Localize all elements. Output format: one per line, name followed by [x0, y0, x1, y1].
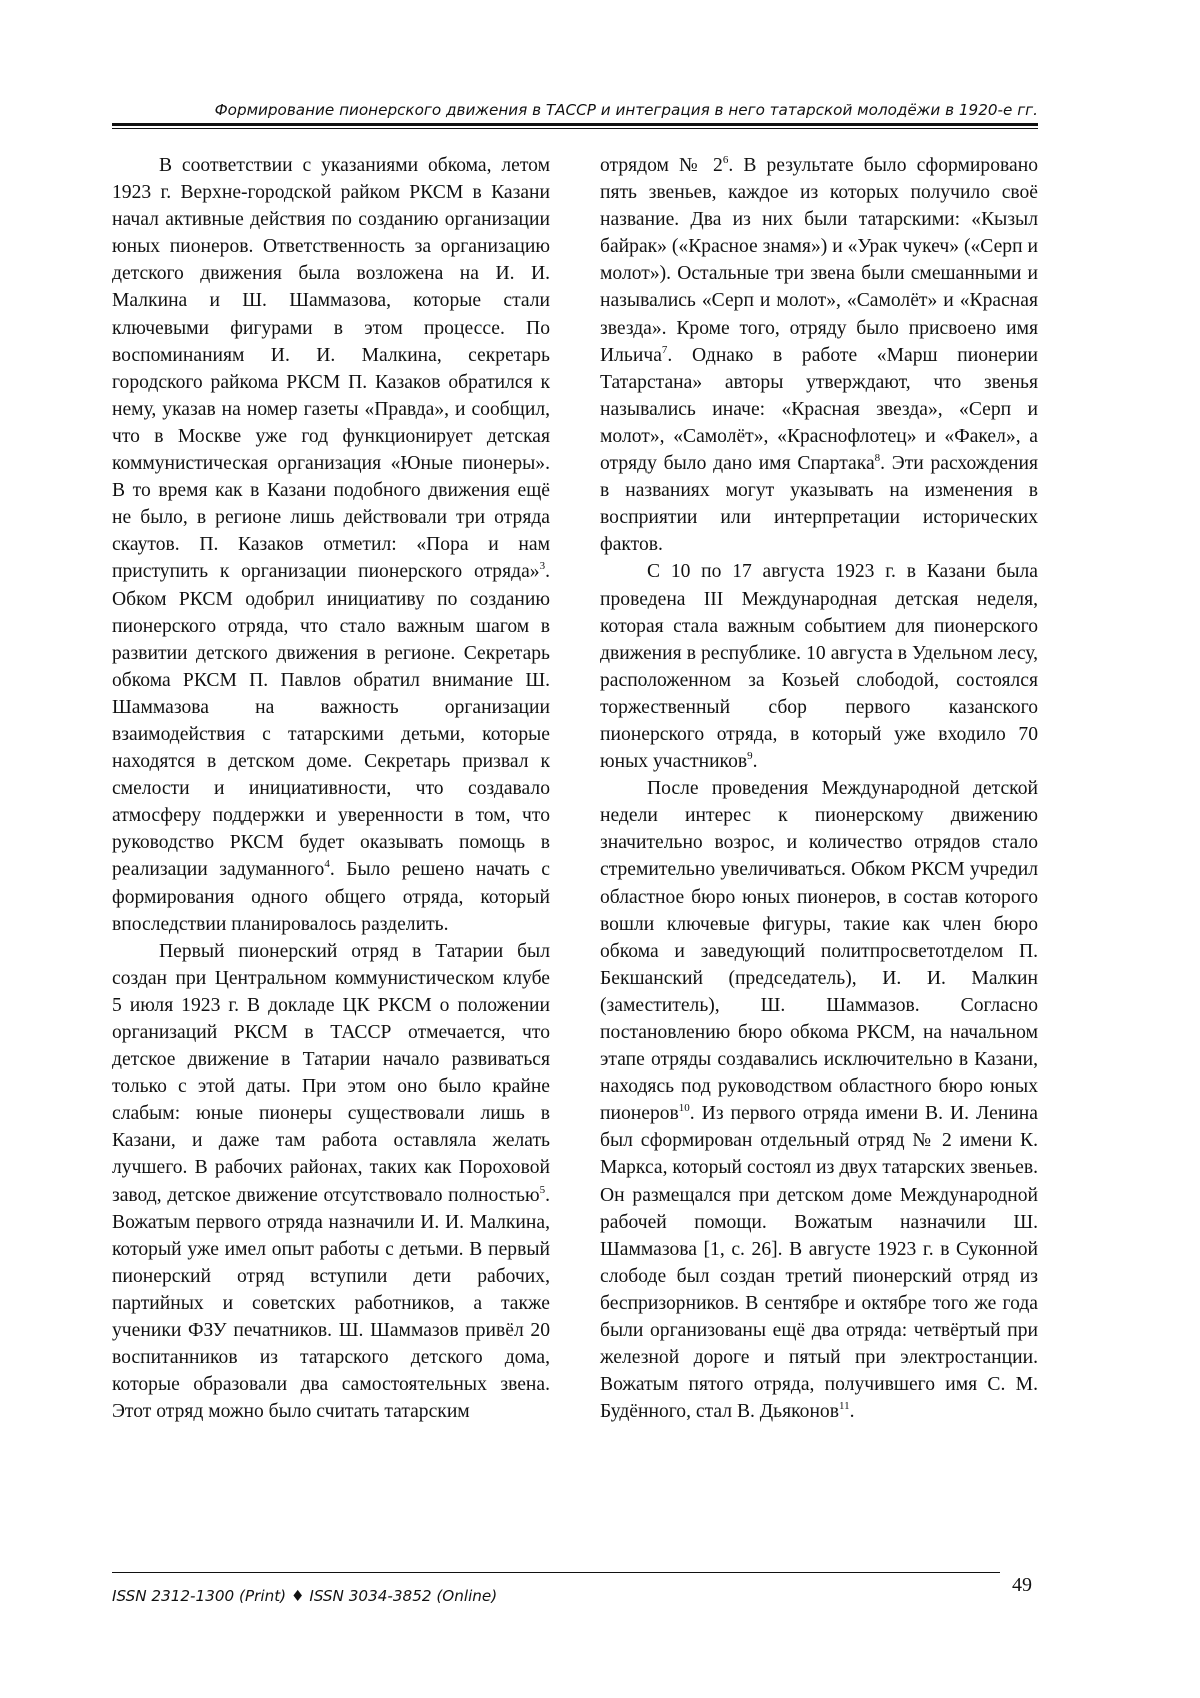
- right-column: [600, 152, 1038, 1425]
- footnote-ref: 6: [722, 154, 729, 166]
- footnote-ref: 5: [539, 1183, 546, 1196]
- footnote-ref: 11: [838, 1400, 850, 1413]
- header-rule-thick: [112, 123, 1038, 126]
- paragraph-text: . Однако в работе «Марш пионерии Татарстана» авторы утверждают, что звенья назывались иначе: «Красная звезда», «Серп и молот», «Самолёт», «Краснофлотец» и «Факел», а отряду было дано имя Спартака: [600, 344, 1038, 475]
- paragraph: [112, 938, 550, 1426]
- paragraph-text: .: [752, 751, 758, 773]
- paragraph: [600, 775, 1038, 1425]
- paragraph-text: . Из первого отряда имени В. И. Ленина был сформирован отдельный отряд № 2 имени К. Маркса, который состоял из двух татарских звеньев. Он размещался при детском доме Международной рабочей помощи. Вожатым назначили Ш. Шаммазова [1, с. 26]. В августе 1923 г. в Суконной слободе был создан третий пионерский отряд из беспризорников. В сентябре и октябре того же года были организованы ещё два отряда: четвёртый при железной дороге и пятый при электростанции. Вожатым пятого отряда, получившего имя С. М. Будённого, стал В. Дьяконов: [600, 1103, 1038, 1423]
- paragraph-text: После проведения Международной детской недели интерес к пионерскому движению значительно возрос, и количество отрядов стало стремительно увеличиваться. Обком РКСМ учредил областное бюро юных пионеров, в состав которого вошли ключевые фигуры, такие как член бюро обкома и заведующий политпросветотделом П. Бекшанский (председатель), И. И. Малкин (заместитель), Ш. Шаммазов. Согласно постановлению бюро обкома РКСМ, на начальном этапе отряды создавались исключительно в Казани, находясь под руководством областного бюро юных пионеров: [600, 778, 1038, 1125]
- paragraph-text: . Эти расхождения в названиях могут указывать на изменения в восприятии или интерпретации исторических фактов.: [600, 453, 1038, 556]
- footnote-ref: 10: [678, 1102, 690, 1115]
- paragraph: [600, 558, 1038, 775]
- paragraph-text: .: [849, 1401, 855, 1423]
- paragraph-text: Первый пионерский отряд в Татарии был создан при Центральном коммунистическом клубе 5 июля 1923 г. В докладе ЦК РКСМ о положении организаций РКСМ в ТАССР отмечается, что детское движение в Татарии начало развиваться только с этой даты. При этом оно было крайне слабым: юные пионеры существовали лишь в Казани, и даже там работа оставляла желать лучшего. В рабочих районах, таких как Пороховой завод, детское движение отсутствовало полностью: [112, 940, 550, 1206]
- running-title: Формирование пионерского движения в ТАССР и интеграция в него татарской молодёжи в 1920-е гг.: [214, 101, 1038, 119]
- footnote-ref: 3: [539, 560, 546, 573]
- paragraph-text: . Было решено начать с формирования одного общего отряда, который впоследствии планировалось разделить.: [112, 859, 550, 935]
- footnote-ref: 8: [874, 452, 881, 465]
- footer-rule: [112, 1572, 1000, 1573]
- left-column: [112, 152, 550, 1425]
- header-rule-thin: [112, 128, 1038, 129]
- paragraph-text: отрядом № 2: [600, 155, 723, 176]
- footnote-ref: 7: [661, 343, 668, 356]
- paragraph-text: . В результате было сформировано пять звеньев, каждое из которых получило своё название. Два из них были татарскими: «Кызыл байрак» («Красное знамя») и «Урак чукеч» («Серп и молот»). Остальные три звена были смешанными и назывались «Серп и молот», «Самолёт» и «Красная звезда». Кроме того, отряду было присвоено имя Ильича: [600, 155, 1038, 366]
- paragraph-text: . Обком РКСМ одобрил инициативу по созданию пионерского отряда, что стало важным шагом в развитии детского движения в регионе. Секретарь обкома РКСМ П. Павлов обратил внимание Ш. Шаммазова на важность организации взаимодействия с татарскими детьми, которые находятся в детском доме. Секретарь призвал к смелости и инициативности, что создавало атмосферу поддержки и уверенности в том, что руководство РКСМ будет оказывать помощь в реализации задуманного: [112, 561, 550, 881]
- paragraph-text: . Вожатым первого отряда назначили И. И. Малкина, который уже имел опыт работы с детьми. В первый пионерский отряд вступили дети рабочих, партийных и советских работников, а также ученики ФЗУ печатников. Ш. Шаммазов привёл 20 воспитанников из татарского детского дома, которые образовали два самостоятельных звена. Этот отряд можно было считать татарским: [112, 1184, 550, 1423]
- page-number: 49: [1012, 1574, 1032, 1596]
- issn-line: ISSN 2312-1300 (Print) ♦ ISSN 3034-3852 (Online): [112, 1587, 498, 1605]
- paragraph: [112, 152, 550, 938]
- paragraph-text: В соответствии с указаниями обкома, летом 1923 г. Верхне-городской райком РКСМ в Казани начал активные действия по созданию организации юных пионеров. Ответственность за организацию детского движения была возложена на И. И. Малкина и Ш. Шаммазова, которые стали ключевыми фигурами в этом процессе. По воспоминаниям И. И. Малкина, секретарь городского райкома РКСМ П. Казаков обратился к нему, указав на номер газеты «Правда», и сообщил, что в Москве уже год функционирует детская коммунистическая организация «Юные пионеры». В то время как в Казани подобного движения ещё не было, в регионе лишь действовали три отряда скаутов. П. Казаков отметил: «Пора и нам приступить к организации пионерского отряда»: [112, 155, 550, 583]
- footnote-ref: 9: [747, 750, 753, 763]
- paragraph: [600, 152, 1038, 558]
- footnote-ref: 4: [324, 858, 330, 871]
- paragraph-text: С 10 по 17 августа 1923 г. в Казани была проведена III Международная детская неделя, которая стала важным событием для пионерского движения в республике. 10 августа в Удельном лесу, расположенном за Козьей слободой, состоялся торжественный сбор первого казанского пионерского отряда, в который уже входило 70 юных участников: [600, 561, 1038, 773]
